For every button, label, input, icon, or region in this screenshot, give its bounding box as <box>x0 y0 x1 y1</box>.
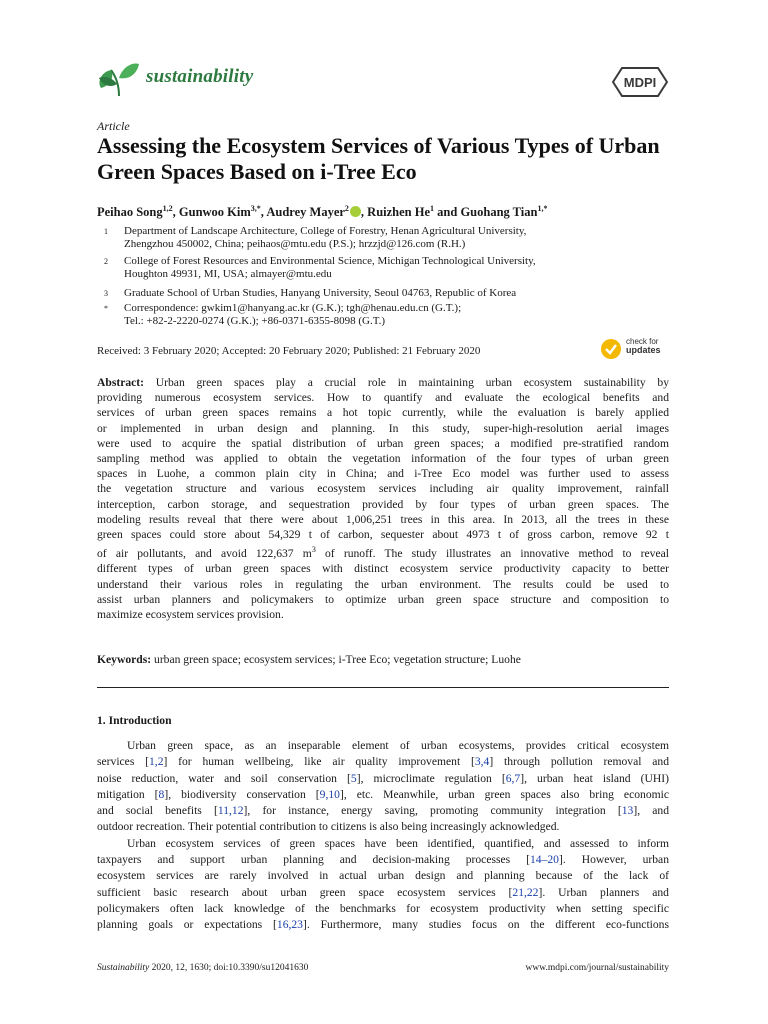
affiliation-line: Tel.: +82-2-2220-0274 (G.K.); +86-0371-6355-8098 (G.T.) <box>124 315 386 328</box>
author-separator: , <box>172 205 179 220</box>
abstract-line <box>97 592 669 607</box>
abstract-text: spaces in Luohe, a common plain city in China; and i-Tree Eco model was further used to assess <box>97 467 669 481</box>
abstract-line <box>97 421 669 436</box>
abstract-line <box>97 577 669 592</box>
abstract-line <box>97 561 669 576</box>
unit-superscript: 3 <box>311 545 316 555</box>
abstract-line <box>97 542 669 561</box>
abstract-text: sampling method was applied to obtain the vegetation information of the four types of urban green <box>97 452 669 466</box>
abstract-text: services of urban green spaces remains a hot topic currently, while the evaluation is barely applied <box>97 406 669 420</box>
affiliation-line: College of Forest Resources and Environmental Science, Michigan Technological University, <box>124 255 536 267</box>
author-affiliation-mark: 1,2 <box>162 204 173 213</box>
check-for-updates-badge[interactable] <box>600 336 672 362</box>
abstract-text: the vegetation structure and various ecosystem services including air quality improvement, rainfall <box>97 482 669 496</box>
author-separator: , <box>260 205 267 220</box>
author-list <box>97 204 547 220</box>
abstract-text: different types of urban green spaces with distinct ecosystem service productivity capacity to better <box>97 562 669 576</box>
abstract <box>97 375 669 622</box>
abstract-text: assist urban planners and policymakers to optimize urban green space structure and composition to <box>97 592 669 606</box>
body-line: mitigation [8], biodiversity conservation [9,10], etc. Meanwhile, urban green spaces also bring economic <box>97 787 669 801</box>
author-name[interactable]: Ruizhen He <box>367 205 431 220</box>
section-heading: 1. Introduction <box>97 714 172 727</box>
affiliation <box>104 287 664 300</box>
publisher-name: MDPI <box>623 75 657 90</box>
affiliation-mark: 1 <box>104 227 108 236</box>
mdpi-logo[interactable] <box>612 67 668 97</box>
body-line: noise reduction, water and soil conservation [5], microclimate regulation [6,7], urban heat island (UHI) <box>97 771 669 785</box>
author-name[interactable]: Peihao Song <box>97 205 163 220</box>
publication-dates: Received: 3 February 2020; Accepted: 20 February 2020; Published: 21 February 2020 <box>97 345 481 357</box>
author-name[interactable]: Gunwoo Kim <box>178 205 251 220</box>
abstract-line <box>97 607 669 622</box>
body-line: and social benefits [11,12], for instance, energy saving, promoting community integration [13], and <box>97 804 669 818</box>
divider <box>97 687 669 688</box>
abstract-line <box>97 466 669 481</box>
abstract-line <box>97 390 669 405</box>
journal-name[interactable]: sustainability <box>146 66 254 87</box>
check-updates-icon <box>600 338 622 360</box>
article-title: Assessing the Ecosystem Services of Various Types of Urban Green Spaces Based on i-Tree Eco <box>97 133 660 184</box>
keywords-label: Keywords: <box>97 653 152 666</box>
affiliation-line: Zhengzhou 450002, China; peihaos@mtu.edu (P.S.); hrzzjd@126.com (R.H.) <box>124 238 466 251</box>
body-line: taxpayers and support urban planning and decision-making processes [14–20]. However, urban <box>97 853 669 867</box>
abstract-text: providing numerous ecosystem services. How to quantify and evaluate the ecological benefits and <box>97 391 669 405</box>
journal-leaf-logo <box>97 58 141 98</box>
body-line: Urban ecosystem services of green spaces have been identified, quantified, and assessed to inform <box>127 836 669 850</box>
abstract-text: Urban green spaces play a crucial role in maintaining urban ecosystem sustainability by <box>155 376 669 389</box>
affiliation-line: Graduate School of Urban Studies, Hanyang University, Seoul 04763, Republic of Korea <box>124 287 517 299</box>
author-affiliation-mark: 3,* <box>250 204 261 213</box>
affiliation-line: Correspondence: gwkim1@hanyang.ac.kr (G.K.); tgh@henau.edu.cn (G.T.); <box>124 302 462 314</box>
author-affiliation-mark: 1 <box>430 204 435 213</box>
affiliation-mark: 2 <box>104 257 108 266</box>
abstract-text: green spaces could store about 54,329 t of carbon, sequester about 4973 t of gross carbon, remove 92 t <box>97 528 669 542</box>
body-line: Urban green space, as an inseparable element of urban ecosystems, provides critical ecosystem <box>127 739 669 752</box>
abstract-text: of runoff. The study illustrates an innovative method to reveal <box>315 547 669 561</box>
abstract-text: were used to acquire the spatial distribution of urban green spaces; a modified pre-stratified random <box>97 436 669 450</box>
body-line: outdoor recreation. Their potential contribution to citizens is also being increasingly acknowledged. <box>97 820 560 834</box>
body-line: services [1,2] for human wellbeing, like air quality improvement [3,4] through pollution removal and <box>97 755 669 769</box>
author-separator: , <box>360 205 368 220</box>
abstract-text: of air pollutants, and avoid 122,637 m <box>97 547 312 561</box>
body-line: sufficient basic research about urban green space ecosystem services [21,22]. Urban planners and <box>97 885 669 899</box>
abstract-line <box>97 436 669 451</box>
body-line: ecosystem services are rarely involved in actual urban design and planning because of the lack of <box>97 869 669 883</box>
author-affiliation-mark: 2 <box>344 204 349 213</box>
author-affiliation-mark: 1,* <box>537 204 548 213</box>
abstract-text: understand their various roles in regulating the urban environment. The results could be used to <box>97 577 669 591</box>
affiliation-line: Houghton 49931, MI, USA; almayer@mtu.edu <box>124 268 332 281</box>
affiliation-mark: * <box>104 304 108 313</box>
affiliation <box>104 302 664 328</box>
introduction-body <box>97 738 669 934</box>
affiliation-mark: 3 <box>104 289 108 298</box>
abstract-line <box>97 512 669 527</box>
abstract-line <box>97 481 669 496</box>
body-line: policymakers often lack knowledge of the benchmarks for ecosystem productivity when setting specific <box>97 901 669 915</box>
affiliation <box>104 255 664 281</box>
orcid-icon[interactable] <box>350 206 361 217</box>
abstract-line <box>97 451 669 466</box>
abstract-text: maximize ecosystem services provision. <box>97 607 284 621</box>
check-updates-line1: check for <box>626 337 659 346</box>
abstract-text: interception, carbon storage, and sequestration provided by four types of urban green spaces. The <box>97 497 669 511</box>
author-separator: and <box>434 205 461 220</box>
abstract-line <box>97 497 669 512</box>
abstract-label: Abstract: <box>97 376 145 389</box>
abstract-line <box>97 527 669 542</box>
body-line: planning goals or expectations [16,23]. Furthermore, many studies focus on the different eco-functions <box>97 918 669 932</box>
keywords <box>97 653 521 666</box>
abstract-line <box>97 405 669 420</box>
check-updates-line2: updates <box>626 345 661 355</box>
author-name[interactable]: Audrey Mayer <box>266 205 345 220</box>
footer-url[interactable]: www.mdpi.com/journal/sustainability <box>525 963 669 973</box>
affiliation <box>104 225 664 251</box>
article-type: Article <box>97 119 130 133</box>
abstract-text: or implemented in urban design and planning. In this study, super-high-resolution aerial images <box>97 421 669 435</box>
abstract-text: modeling results reveal that there were about 1,006,251 trees in this area. In 2013, all the trees in these <box>97 512 669 526</box>
keywords-text: urban green space; ecosystem services; i-Tree Eco; vegetation structure; Luohe <box>154 653 521 666</box>
author-name[interactable]: Guohang Tian <box>460 205 538 220</box>
footer-citation: Sustainability 2020, 12, 1630; doi:10.3390/su12041630 <box>97 963 309 973</box>
affiliation-line: Department of Landscape Architecture, College of Forestry, Henan Agricultural University, <box>124 225 527 237</box>
abstract-line <box>97 375 669 390</box>
